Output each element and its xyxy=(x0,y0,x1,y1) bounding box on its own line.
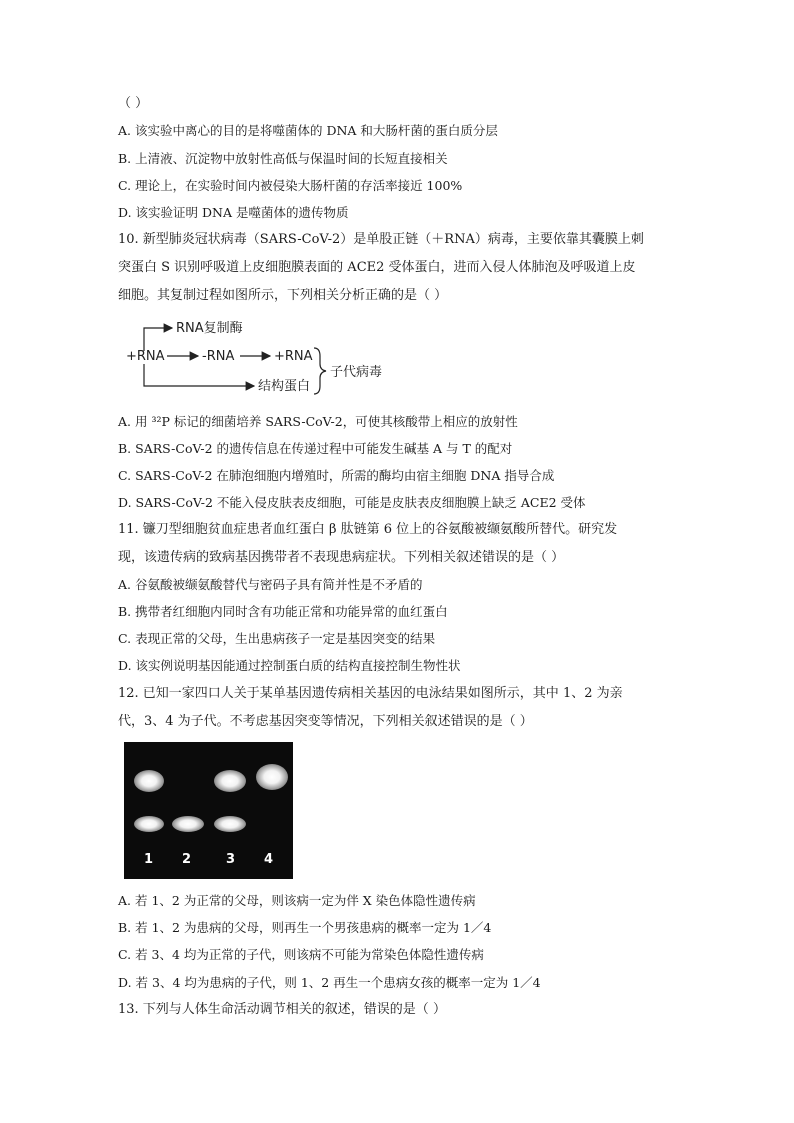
q12-stem-line2: 代，3、4 为子代。不考虑基因突变等情况，下列相关叙述错误的是（ ） xyxy=(118,714,533,729)
q9-option-c: C. 理论上，在实验时间内被侵染大肠杆菌的存活率接近 100% xyxy=(118,178,463,193)
label-plus-rna-right: +RNA xyxy=(274,349,313,364)
q10-stem-line2: 突蛋白 S 识别呼吸道上皮细胞膜表面的 ACE2 受体蛋白，进而入侵人体肺泡及呼吸道上皮 xyxy=(118,260,636,275)
q11-option-a: A. 谷氨酸被缬氨酸替代与密码子具有简并性是不矛盾的 xyxy=(118,577,423,592)
q11-option-c: C. 表现正常的父母，生出患病孩子一定是基因突变的结果 xyxy=(118,631,436,646)
q9-option-d: D. 该实验证明 DNA 是噬菌体的遗传物质 xyxy=(118,205,349,220)
q10-option-d: D. SARS-CoV-2 不能入侵皮肤表皮细胞，可能是皮肤表皮细胞膜上缺乏 ACE2 受体 xyxy=(118,495,586,510)
gel-band xyxy=(214,816,246,832)
gel-band xyxy=(214,770,246,792)
label-progeny-virus: 子代病毒 xyxy=(330,365,383,380)
q10-option-b: B. SARS-CoV-2 的遗传信息在传递过程中可能发生碱基 A 与 T 的配对 xyxy=(118,441,513,456)
q12-stem-line1: 12. 已知一家四口人关于某单基因遗传病相关基因的电泳结果如图所示，其中 1、2 为亲 xyxy=(118,686,623,701)
q10-stem-line1: 10. 新型肺炎冠状病毒（SARS-CoV-2）是单股正链（＋RNA）病毒，主要依靠其囊膜上刺 xyxy=(118,232,644,247)
gel-band xyxy=(172,816,204,832)
q10-stem-line3: 细胞。其复制过程如图所示，下列相关分析正确的是（ ） xyxy=(118,288,448,303)
q12-option-a: A. 若 1、2 为正常的父母，则该病一定为伴 X 染色体隐性遗传病 xyxy=(118,893,476,908)
gel-lane-label: 1 xyxy=(144,852,154,867)
q9-option-a: A. 该实验中离心的目的是将噬菌体的 DNA 和大肠杆菌的蛋白质分层 xyxy=(118,123,498,138)
label-rna-replicase: RNA复制酶 xyxy=(176,321,243,336)
q12-option-c: C. 若 3、4 均为正常的子代，则该病不可能为常染色体隐性遗传病 xyxy=(118,947,484,962)
gel-band xyxy=(134,816,164,832)
q12-option-d: D. 若 3、4 均为患病的子代，则 1、2 再生一个患病女孩的概率一定为 1／4 xyxy=(118,975,541,990)
q11-option-b: B. 携带者红细胞内同时含有功能正常和功能异常的血红蛋白 xyxy=(118,604,448,619)
gel-lane-label: 3 xyxy=(226,852,236,867)
q11-option-d: D. 该实例说明基因能通过控制蛋白质的结构直接控制生物性状 xyxy=(118,658,461,673)
label-minus-rna: -RNA xyxy=(202,349,235,364)
q10-option-a: A. 用 ³²P 标记的细菌培养 SARS-CoV-2，可使其核酸带上相应的放射性 xyxy=(118,414,518,429)
gel-band xyxy=(134,770,164,792)
gel-lane-label: 4 xyxy=(264,852,274,867)
q13-stem-line1: 13. 下列与人体生命活动调节相关的叙述，错误的是（ ） xyxy=(118,1002,446,1017)
label-structural-protein: 结构蛋白 xyxy=(258,379,311,394)
q9-option-b: B. 上清液、沉淀物中放射性高低与保温时间的长短直接相关 xyxy=(118,151,448,166)
q10-option-c: C. SARS-CoV-2 在肺泡细胞内增殖时，所需的酶均由宿主细胞 DNA 指导合成 xyxy=(118,468,555,483)
gel-band xyxy=(256,764,288,790)
arrow-to-structural-protein xyxy=(144,364,254,386)
q12-option-b: B. 若 1、2 为患病的父母，则再生一个男孩患病的概率一定为 1／4 xyxy=(118,920,492,935)
gel-lane-label: 2 xyxy=(182,852,192,867)
q9-answer-paren: （ ） xyxy=(118,96,149,111)
q11-stem-line1: 11. 镰刀型细胞贫血症患者血红蛋白 β 肽链第 6 位上的谷氨酸被缬氨酸所替代。研究发 xyxy=(118,522,618,537)
arrow-to-replicase xyxy=(144,328,172,351)
q10-replication-diagram xyxy=(120,316,400,396)
q11-stem-line2: 现，该遗传病的致病基因携带者不表现患病症状。下列相关叙述错误的是（ ） xyxy=(118,550,565,565)
label-plus-rna-left: +RNA xyxy=(126,349,165,364)
progeny-brace xyxy=(314,348,326,394)
